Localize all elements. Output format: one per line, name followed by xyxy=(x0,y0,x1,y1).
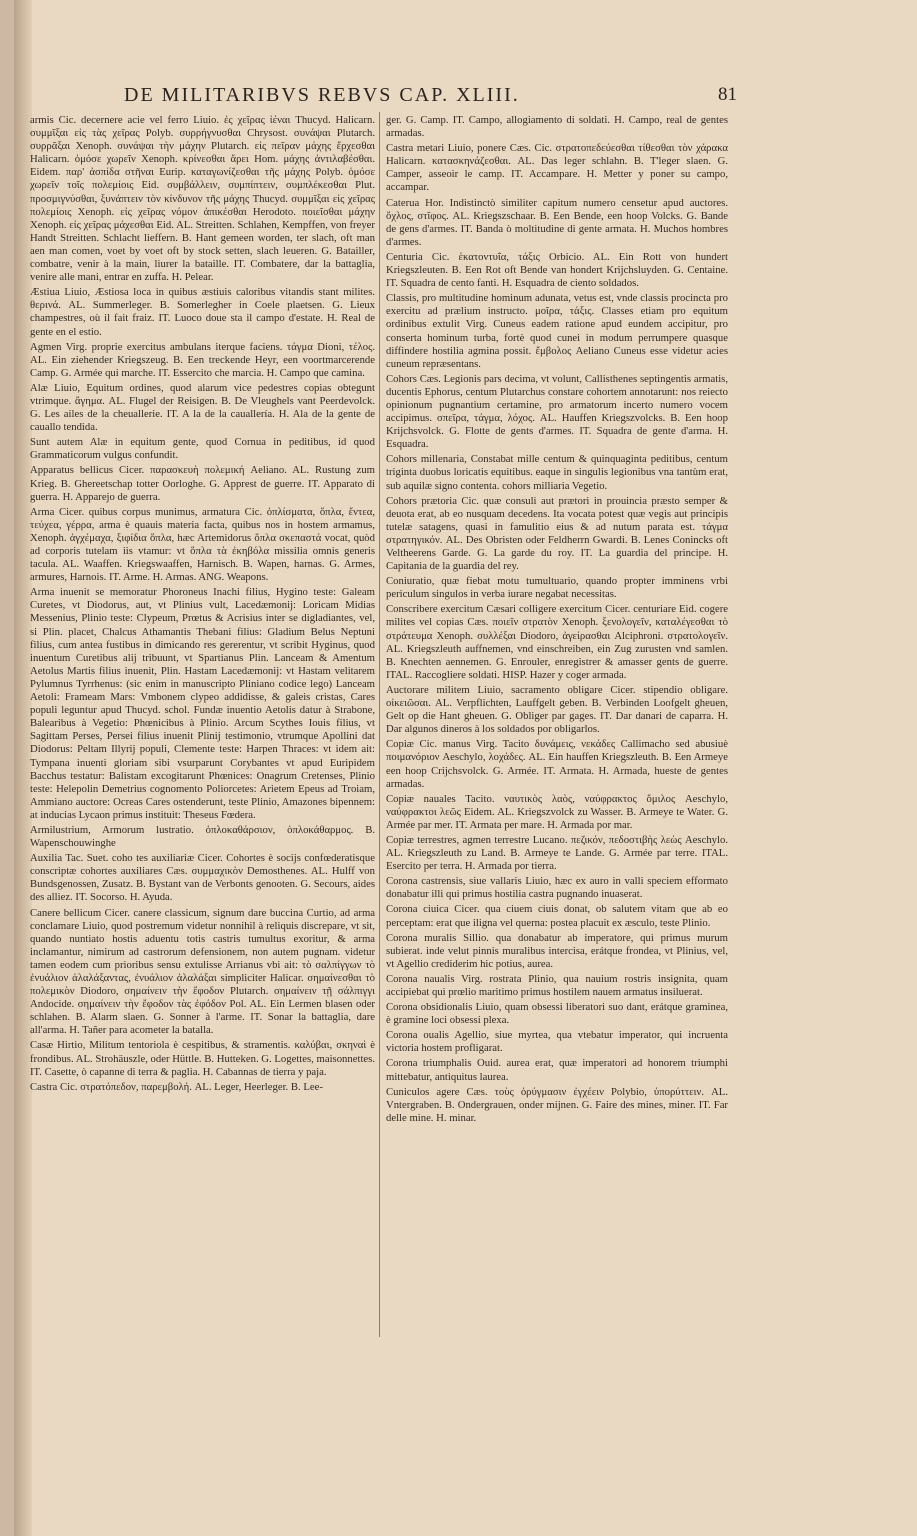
entry-conscribere: Conscribere exercitum Cæsari colligere exercitum Cicer. centuriare Eid. cogere milites vel copias Cæs. ποιεῖν στρατὸν Xenoph. ξενολογεῖν, καταλέγεσθαι τὸ στράτευμα Xenoph. συλλέξαι Diodoro, ἀγείρασθαι Alciphroni. στρατολογεῖν. AL. Kriegszleuth auffnemen, vnd einschreiben, ein Zug zurusten vnd samlen. B. Knechten aennemen. G. Enrouler, enregistrer & amasser gents de guerre. ITAL. Raccogliere soldati. HISP. Hazer y coger armada. xyxy=(386,603,728,681)
entry-corona-castrensis: Corona castrensis, siue vallaris Liuio, hæc ex auro in valli speciem efformato donabatur illi qui primus hostilia castra pugnando inuaserat. xyxy=(386,875,728,901)
entry-copiae-terrestres: Copiæ terrestres, agmen terrestre Lucano. πεζικόν, πεδοστιβὴς λεὼς Aeschylo. AL. Kriegszleuth zu Land. B. Armeye te Lande. G. Armée par terre. ITAL. Esercito per terra. H. Armada por tierra. xyxy=(386,833,728,873)
book-page xyxy=(14,0,917,1536)
entry-arma-inuentores: Arma inuenit se memoratur Phoroneus Inachi filius, Hygino teste: Galeam Curetes, vt Diodorus, aut, vt Plinius vult, Lacedæmonij: Loricam Midias Messenius, Plinio teste: Clypeum, Prœtus & Acrisius inter se digladiantes, vel, si Plin. placet, Chalcus Athamantis Thebani filius: Gladium Belus Neptuni filius, cum antea fustibus in dimicando res gererentur, vt scribit Hyginus, quod inuentum Curetibus alij tribuunt, vt Spartianus Plin. Lanceam & Amentum Aetolus Martis filius inuenit, Plin. Hastam Lacedæmonij: vt Hastam velitarem Pylumnus Tyrrhenus: (sic enim in manuscripto Pliniano codice lego) Lanceam Aetoli: Frameam Mars: Vmbonem clypeo addidisse, & galeis cristas, Cares populi leguntur apud Thucyd. schol. Fundæ inuentio Aetolis datur à Strabone, Balearibus à Vegetio: Phœnicibus à Plinio. Arcum Scythes Iouis filius, vt Sagittam Perses, Persei filius inuenit Plinij testimonio, vtrumque Apollini dat Diodorus: Peltam Illyrij populi, Clemente teste: Harpen Thraces: vt idem ait: Tympana inuenti gloriam sibi vsurparunt Corybantes vt apud Euripidem Bacchus testatur: Balistam excogitarunt Phœnices: Onagrum Cretenses, Plinio teste: Helepolin Demetrius cognomento Poliorcetes: Arietem Epeus ad Troiam, Ammiano auctore: Ocreas Cares ostenderunt, teste Plinio, Amazones bipennem: at inducias Lycaon primus instituit: Theseus Fœdera. xyxy=(30,586,375,821)
entry-armis: armis Cic. decernere acie vel ferro Liuio. ἐς χεῖρας ἰέναι Thucyd. Halicarn. συμμῖξαι εἰς τὰς χεῖρας Polyb. συρρήγνυσθαι Chrysost. συνάψαι Plutarch. συρρᾶξαι Xenoph. συνάψαι τὴν μάχην Plutarch. εἰς πεῖραν μάχης ἔρχεσθαι Halicarn. ὁμόσε χωρεῖν Xenoph. κρίνεσθαι ἄρει Hom. μάχης ἀντιλαβέσθαι. Eidem. παρ' ἀσπίδα στῆναι Eurip. καταγωνίζεσθαι τῆς μάχης Polyb. ὁμόσε χωρεῖν τοῖς πολεμίοις Eid. συμβάλλειν, συμπίπτειν, συμπλέκεσθαι Plut. προσμιγνύσθαι, ξυνάπτειν τὸν κίνδυνον τῆς μάχης Thucyd. συμμῖξαι εἰς χεῖρας πολεμίοις Xenoph. εἰς χεῖρας νόμον ἀπικέσθαι Herodoto. ποιεῖσθαι μάχην Xenoph. εἰς χεῖρας μάχεσθαι Eid. AL. Streitten. Schlahen, Kempffen, von freyer Handt Streitten. Schlacht lieffern. B. Hant gemeen worden, ter slach, oft man aen man comen, voet by voet oft by stock setten, slach leueren. G. Batailler, combatre, venir à la main, liurer la bataille. IT. Combatere, dar la battaglia, venire alle mani, entrar en zuffa. H. Pelear. xyxy=(30,114,375,284)
entry-apparatus: Apparatus bellicus Cicer. παρασκευὴ πολεμική Aeliano. AL. Rustung zum Krieg. B. Ghereetschap totter Oorloghe. G. Apprest de guerre. IT. Apparato di guerra. H. Apparejo de guerra. xyxy=(30,464,375,503)
entry-copiae: Copiæ Cic. manus Virg. Tacito δυνάμεις, νεκάδες Callimacho sed abusiuè ποιμανόριον Aeschylo, λοχάδες. AL. Ein hauffen Kriegszleuth. B. Een Armeye een hoop Crijchsvolck. G. Armée. IT. Armata. H. Armada, hueste de gentes armadas. xyxy=(386,738,728,790)
entry-corona-naualis: Corona naualis Virg. rostrata Plinio, qua nauium rostris insignita, quam accipiebat qui prœlio maritimo primus hostilem nauem armatus insiluerat. xyxy=(386,972,728,998)
entry-cohors: Cohors Cæs. Legionis pars decima, vt volunt, Callisthenes septingentis armatis, ducentis Ephorus, centum Plutarchus constare cohortem annotarunt: nos reiecto opinionum pugnantium certamine, pro armatorum incerto numero vocem accipimus. σπεῖρα, τάγμα, λόχος. AL. Hauffen Kriegszvolcks. B. Een hoop Krijchsvolck. G. Flotte de gents d'armes. IT. Squadra de gente d'arma. H. Esquadra. xyxy=(386,372,728,451)
entry-cohors-millenaria: Cohors millenaria, Constabat mille centum & quinquaginta peditibus, centum triginta duobus loricatis equitibus. eaque in singulis legionibus vna tantùm erat, sub aquilæ signo contenta. cohors milliaria Vegetio. xyxy=(386,453,728,492)
entry-centuria: Centuria Cic. ἑκατοντυΐα, τάξις Orbicio. AL. Ein Rott von hundert Kriegszleuten. B. Een Rot oft Bende van hondert Krijchsluyden. G. Centaine. IT. Squadra de cento fanti. H. Esquadra de ciento soldados. xyxy=(386,250,728,290)
entry-cohors-praetoria: Cohors prætoria Cic. quæ consuli aut prætori in prouincia præsto semper & deuota erat, ab eo nusquam decedens. Ita vocata potest quæ vegis aut principis tutelæ satagens, quasi in famulitio eius & ad nutum parata est. τάγμα στρατηγικόν. AL. Des Obristen oder Feldherrn Gwardi. B. Lenes Conincks oft Veltheerens Garde. G. La garde du roy. IT. La guardia del principe. H. Capitania de la guardia del rey. xyxy=(386,494,728,573)
entry-classis: Classis, pro multitudine hominum adunata, vetus est, vnde classis procincta pro exercitu ad prælium instructo. μοῖρα, τάξις. Classes etiam pro equitum ordinibus extulit Virg. Cuneus eadem ratione apud eundem accipitur, pro conserta hominum turba, fortè quod cunei in modum perrumpere quasque diffindere hostilia agmina possit. ἔμβολος Aeliano Cuneus esse videtur acies cuneum repræsentans. xyxy=(386,292,728,370)
entry-armilustrium: Armilustrium, Armorum lustratio. ὁπλοκαθάρσιον, ὁπλοκάθαρμος. B. Wapenschouwinghe xyxy=(30,823,375,850)
entry-copiae-nauales: Copiæ nauales Tacito. ναυτικὸς λαὸς, ναύφρακτος ὅμιλος Aeschylo, ναύφρακτοι λεῶς Eidem. AL. Kriegszvolck zu Wasser. B. Armeye te Water. G. Armée par mer. IT. Armata per mare. H. Armada por mar. xyxy=(386,792,728,831)
entry-agmen: Agmen Virg. proprie exercitus ambulans iterque faciens. τάγμα Dioni, τέλος. AL. Ein ziehender Kriegszeug. B. Een treckende Heyr, een voortmarcerende Camp. G. Armée qui marche. IT. Essercito che marcia. H. Campo que camina. xyxy=(30,340,375,379)
entry-corona-oualis: Corona oualis Agellio, siue myrtea, qua vtebatur imperator, qui incruenta victoria hostem profligarat. xyxy=(386,1029,728,1055)
entry-auctorare: Auctorare militem Liuio, sacramento obligare Cicer. stipendio obligare. οἰκειῶσαι. AL. Verpflichten, Lauffgelt geben. B. Verbinden Loofgelt gheuen, Gelt op die Hant gheuen. G. Obliger par gages. IT. Dar danari de caparra. H. Dar algunos dineros à los soldados por obligarlos. xyxy=(386,683,728,736)
entry-cuniculos: Cuniculos agere Cæs. τοὺς ὀρύγμασιν ἐγχέειν Polybio, ὑπορύττειν. AL. Vntergraben. B. Ondergrauen, onder mijnen. G. Faire des mines, miner. IT. Far delle mine. H. minar. xyxy=(386,1085,728,1124)
entry-corona-muralis: Corona muralis Sillio. qua donabatur ab imperatore, qui primus murum subierat. inde velut pinnis muralibus intercisa, erátque frondea, vt Plinius, vel, vt Agellio crediderim hic potius, aurea. xyxy=(386,931,728,970)
entry-corona-ciuica: Corona ciuica Cicer. qua ciuem ciuis donat, ob salutem vitam que ab eo perceptam: erat que ilignа vel quernа: postea placuit ex æsculo, teste Plinio. xyxy=(386,903,728,929)
entry-castra-metari: Castra metari Liuio, ponere Cæs. Cic. στρατοπεδεύεσθαι τίθεσθαι τὸν χάρακα Halicarn. κατασκηνάζεσθαι. AL. Das leger schlahn. B. T'leger slaen. G. Camper, asseoir le camp. IT. Accampare. H. Metter y poner su campo, accampar. xyxy=(386,142,728,194)
entry-alae-note: Sunt autem Alæ in equitum gente, quod Cornua in peditibus, id quod Grammaticorum vulgus confundit. xyxy=(30,436,375,462)
entry-corona-triumphalis: Corona triumphalis Ouid. aurea erat, quæ imperatori ad honorem triumphi mittebatur, antiquitus laurea. xyxy=(386,1057,728,1083)
entry-castra: Castra Cic. στρατόπεδον, παρεμβολή. AL. Leger, Heerleger. B. Lee- xyxy=(30,1080,323,1093)
page-number: 81 xyxy=(718,84,737,105)
entry-alae: Alæ Liuio, Equitum ordines, quod alarum vice pedestres copias obtegunt vtrimque. ἄγημα. AL. Flugel der Reisigen. B. De Vleughels vant Peerdevolck. G. Les ailes de la cheuallerie. IT. A la de la cauallería. H. Ala de la gente de cauallo tendida. xyxy=(30,381,375,434)
left-column xyxy=(30,114,375,1096)
entry-casae: Casæ Hirtio, Militum tentoriola è cespitibus, & stramentis. καλύβαι, σκηναὶ è frondibus. AL. Strohäuszle, oder Hüttle. B. Hutteken. G. Logettes, maisonnettes. IT. Casette, ò capanne di terra & paglia. H. Cabannas de tierra y paja. xyxy=(30,1039,375,1078)
right-column xyxy=(386,114,728,1127)
entry-corona-obsidionalis: Corona obsidionalis Liuio, quam obsessi liberatori suo dant, erátque graminea, è gramine loci obsessi plexa. xyxy=(386,1001,728,1027)
running-header: DE MILITARIBVS REBVS CAP. XLIII. xyxy=(124,84,520,106)
entry-coniuratio: Coniuratio, quæ fiebat motu tumultuario, quando propter imminens vrbi periculum singulos in verba iurare negabat necessitas. xyxy=(386,575,728,601)
entry-caterua: Caterua Hor. Indistinctò similiter capitum numero censetur apud auctores. ὄχλος, στῖφος. AL. Kriegszschaar. B. Een Bende, een hoop Volcks. G. Bande de gens d'armes. IT. Banda ò moltitudine di gente armata. H. Muchos hombres d'armes. xyxy=(386,196,728,248)
column-divider xyxy=(379,112,380,1337)
entry-aestiua: Æstiua Liuio, Æstiosa loca in quibus æstiuis caloribus vitandis stant milites. θερινά. AL. Summerleger. B. Somerlegher in Coele plaetsen. G. Lieux champestres, où il fait fraiz. IT. Luoco doue sta il campo d'estate. H. Real de gente en el estio. xyxy=(30,286,375,338)
entry-castra-cont: ger. G. Camp. IT. Campo, allogiamento di soldati. H. Campo, real de gentes armadas. xyxy=(386,114,728,140)
entry-arma: Arma Cicer. quibus corpus munimus, armatura Cic. ὁπλίσματα, ὅπλα, ἔντεα, τεύχεα, γέρρα, arma è quauis materia facta, quibus nos in hostem armamus, Xenoph. ἀγχέμαχα, ξιφίδια ὅπλα, hæc Artemidorus ὅπλα σκεπαστά vocat, quòd ad corporis tutelam iis vtamur: vt ὅπλα τὰ ἐκηβόλα missilia omnis generis tacula. AL. Waaffen. Kriegswaaffen, Harnisch. B. Wapen, harnas. G. Armes, armures, Harnois. IT. Arme. H. Armas. ANG. Weapons. xyxy=(30,505,375,584)
entry-canere-bellicum: Canere bellicum Cicer. canere classicum, signum dare buccina Curtio, ad arma conclamare Liuio, quod postremum videtur nonnihil à reliquis discrepare, vt sit, quando nuntiato hostis aduentu totis castris tumultus exoritur, & arma inclamantur, nimirum ad castrorum defensionem, non autem pugnam. videtur tamen eodem cum prioribus sensu extulisse Arrianus vbi ait: τὸ σαλπίγγων τὸ ἐνυάλιον ἀλαλάξαντας, ἐνυάλιον ἀλαλάξαι simpliciter Halicar. σημαίνεσθαι τὸ πολεμικὸν Diodoro, σημαίνειν τὴν ἔφοδον Plutarch. σημαίνειν τῇ σάλπιγγι Andocide. σημαίνειν τὴν ἔφοδον τὰς ἐφόδον Pol. AL. Ein Lermen blasen oder schlahen. B. Alarm slaen. G. Sonner à l'arme. IT. Sonar la battaglia, dare all'arma. H. Tañer para acometer la batalla. xyxy=(30,906,375,1037)
entry-auxilia: Auxilia Tac. Suet. coho tes auxiliariæ Cicer. Cohortes è socijs confœderatisque conscriptæ cohortes auxiliares Cæs. συμμαχικὸν Demosthenes. AL. Hulff von Bundsgenossen, Zusatz. B. Bystant van de Verbonts genooten. G. Secours, aides des alliez. IT. Socorso. H. Ayuda. xyxy=(30,852,375,904)
